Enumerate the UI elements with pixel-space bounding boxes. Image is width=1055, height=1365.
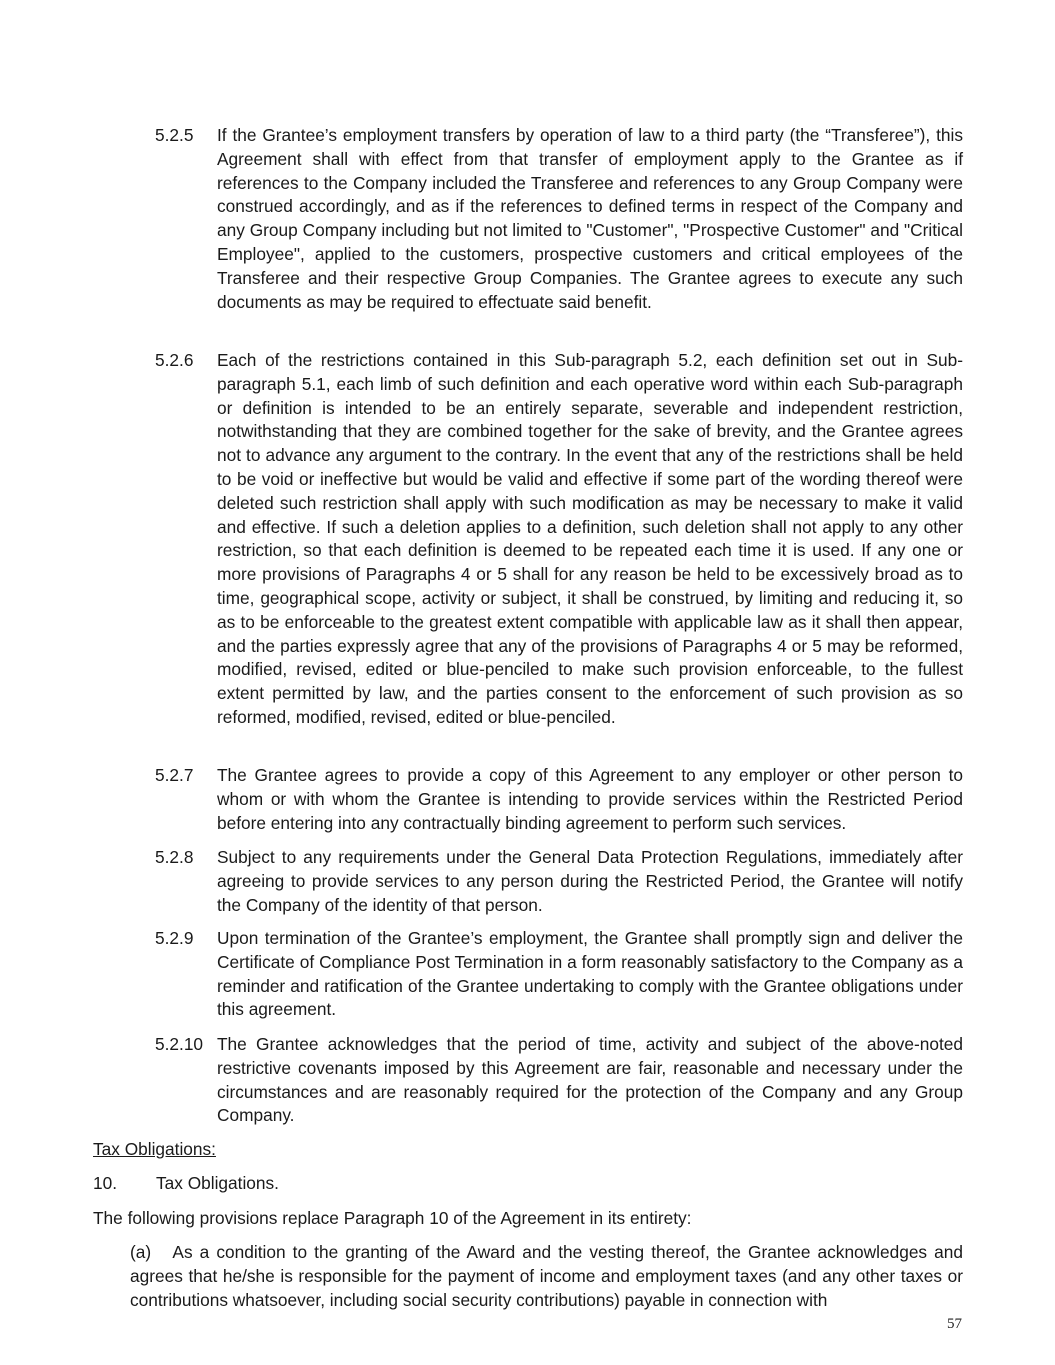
paragraph-a-text: As a condition to the granting of the Award and the vesting thereof, the Grantee acknowledges and agrees that he/she is responsible for the payment of income and employment taxes (and any other taxes or contributions whatsoever, including social security contributions) payable in connection with: [130, 1242, 964, 1310]
clause-5-2-8: [155, 846, 963, 917]
paragraph-a-label: (a): [130, 1242, 152, 1262]
clause-number: 5.2.6: [155, 350, 194, 370]
section-number: 10.: [93, 1173, 118, 1193]
clause-text: If the Grantee’s employment transfers by operation of law to a third party (the “Transferee”), this Agreement shall with effect from that transfer of employment apply to the Grantee as if references to the Company included the Transferee and references to any Group Company were construed accordingly, and as if the references to defined terms in respect of the Company and any Group Company including but not limited to "Customer", "Prospective Customer" and "Critical Employee", applied to the customers, prospective customers and critical employees of the Transferee and their respective Group Companies. The Grantee agrees to execute any such documents as may be required to effectuate said benefit.: [217, 125, 963, 312]
clause-5-2-5: [155, 124, 963, 314]
clause-text: Upon termination of the Grantee’s employment, the Grantee shall promptly sign and deliver the Certificate of Compliance Post Termination in a form reasonably satisfactory to the Company as a reminder and ratification of the Grantee undertaking to comply with the Grantee obligations under this agreement.: [217, 928, 963, 1020]
clause-text: Subject to any requirements under the General Data Protection Regulations, immediately after agreeing to provide services to any person during the Restricted Period, the Grantee will notify the Company of the identity of that person.: [217, 847, 963, 915]
paragraph-a: [130, 1241, 963, 1312]
section-heading: Tax Obligations:: [93, 1139, 216, 1159]
clause-text: Each of the restrictions contained in this Sub-paragraph 5.2, each definition set out in Sub-paragraph 5.1, each limb of such definition and each operative word within each Sub-paragraph or definition is intended to be an entirely separate, severable and independent restriction, notwithstanding that they are combined together for the sake of brevity, and the Grantee agrees not to advance any argument to the contrary. In the event that any of the restrictions shall be held to be void or ineffective but would be valid and effective if some part of the wording thereof were deleted such restriction shall apply with such modification as may be necessary to make it valid and effective. If such a deletion applies to a definition, such deletion shall not apply to any other restriction, so that each definition is deemed to be repeated each time it is used. If any one or more provisions of Paragraphs 4 or 5 shall for any reason be held to be excessively broad as to time, geographical scope, activity or subject, it shall be construed, by limiting and reducing it, so as to be enforceable to the greatest extent compatible with applicable law as it shall then appear, and the parties expressly agree that any of the provisions of Paragraphs 4 or 5 may be reformed, modified, revised, edited or blue-penciled to make such provision enforceable, to the fullest extent permitted by law, and the parties consent to the enforcement of such provision as so reformed, modified, revised, edited or blue-penciled.: [217, 350, 963, 727]
clause-5-2-6: [155, 349, 963, 730]
clause-text: The Grantee agrees to provide a copy of this Agreement to any employer or other person to whom or with whom the Grantee is intending to provide services within the Restricted Period before entering into any contractually binding agreement to perform such services.: [217, 765, 963, 833]
clause-number: 5.2.5: [155, 125, 194, 145]
clause-5-2-7: [155, 764, 963, 835]
page-number: 57: [947, 1316, 962, 1332]
clause-5-2-10: [155, 1033, 963, 1128]
intro-paragraph: The following provisions replace Paragraph 10 of the Agreement in its entirety:: [93, 1208, 692, 1228]
clause-number: 5.2.9: [155, 928, 194, 948]
section-title: Tax Obligations.: [156, 1173, 279, 1193]
clause-number: 5.2.7: [155, 765, 194, 785]
clause-text: The Grantee acknowledges that the period of time, activity and subject of the above-noted restrictive covenants imposed by this Agreement are fair, reasonable and necessary under the circumstances and are reasonably required for the protection of the Company and any Group Company.: [217, 1034, 963, 1126]
clause-5-2-9: [155, 927, 963, 1022]
clause-number: 5.2.8: [155, 847, 194, 867]
clause-number: 5.2.10: [155, 1034, 204, 1054]
